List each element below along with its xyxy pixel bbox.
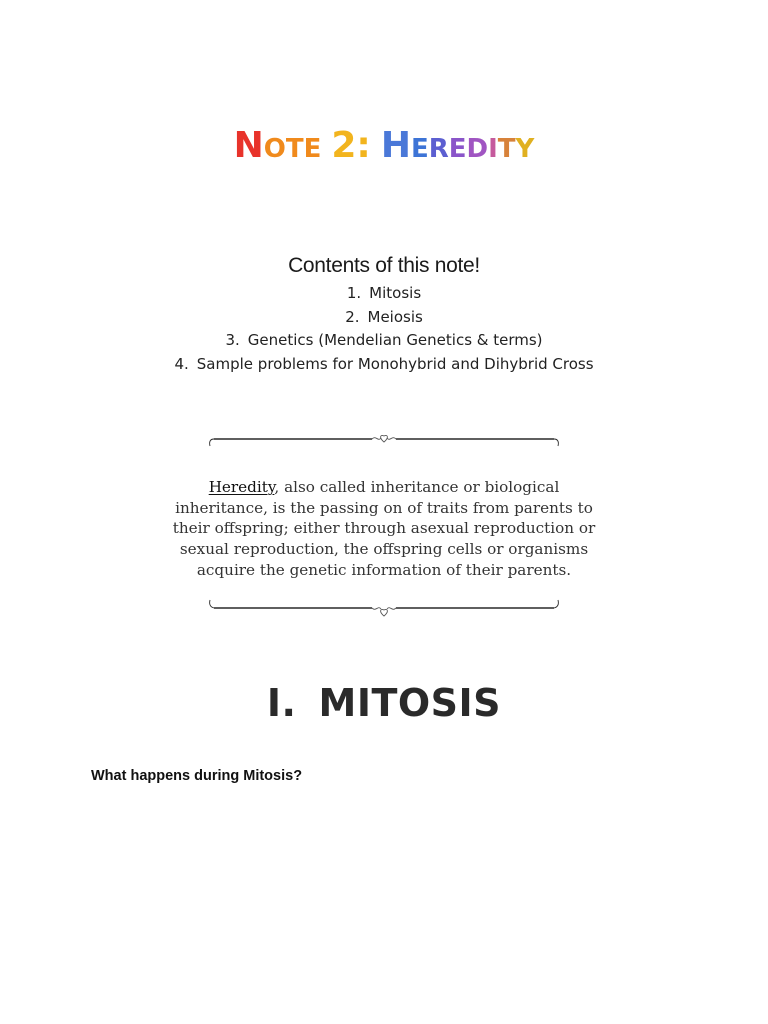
title-letter: Y xyxy=(515,134,535,164)
contents-list xyxy=(0,282,768,376)
title-letter: E xyxy=(410,134,429,164)
note-title xyxy=(0,126,768,172)
list-item-number: 4. xyxy=(174,354,189,373)
title-letter: R xyxy=(428,134,449,164)
flourish-icon xyxy=(206,598,562,618)
title-letter: N xyxy=(233,125,264,166)
section-number: I. xyxy=(266,681,297,725)
list-item-number: 3. xyxy=(225,331,240,349)
list-item-label: Sample problems for Monohybrid and Dihybrid Cross xyxy=(196,354,594,373)
contents-heading: Contents of this note! xyxy=(288,254,480,277)
list-item-label: Mitosis xyxy=(369,284,422,302)
top-ornament-divider xyxy=(206,430,562,450)
flourish-icon xyxy=(206,430,562,450)
title-letter: T xyxy=(497,134,516,164)
definition-text: , also called inheritance or biological inheritance, is the passing on of traits from parents to their offspring; either through asexual reproduction or sexual reproduction, the offspring cells or organisms acquire the genetic information of their parents. xyxy=(172,478,596,579)
heredity-definition xyxy=(170,477,598,580)
list-item xyxy=(0,306,768,330)
title-letter: H xyxy=(380,125,411,166)
list-item xyxy=(0,353,768,377)
mitosis-question: What happens during Mitosis? xyxy=(91,768,303,784)
title-letter: 2: xyxy=(331,125,371,166)
section-title: MITOSIS xyxy=(318,681,502,725)
list-item xyxy=(0,329,768,353)
list-item xyxy=(0,282,768,306)
list-item-label: Genetics (Mendelian Genetics & terms) xyxy=(247,331,543,349)
title-letter: E xyxy=(448,134,467,164)
title-letter: I xyxy=(488,134,498,164)
list-item-number: 2. xyxy=(345,307,360,326)
definition-term: Heredity xyxy=(208,478,275,497)
bottom-ornament-divider xyxy=(206,598,562,618)
section-heading-mitosis xyxy=(0,681,768,725)
title-letter: OTE xyxy=(263,134,322,164)
list-item-label: Meiosis xyxy=(367,307,423,326)
title-letter: D xyxy=(466,134,489,164)
list-item-number: 1. xyxy=(346,284,362,302)
